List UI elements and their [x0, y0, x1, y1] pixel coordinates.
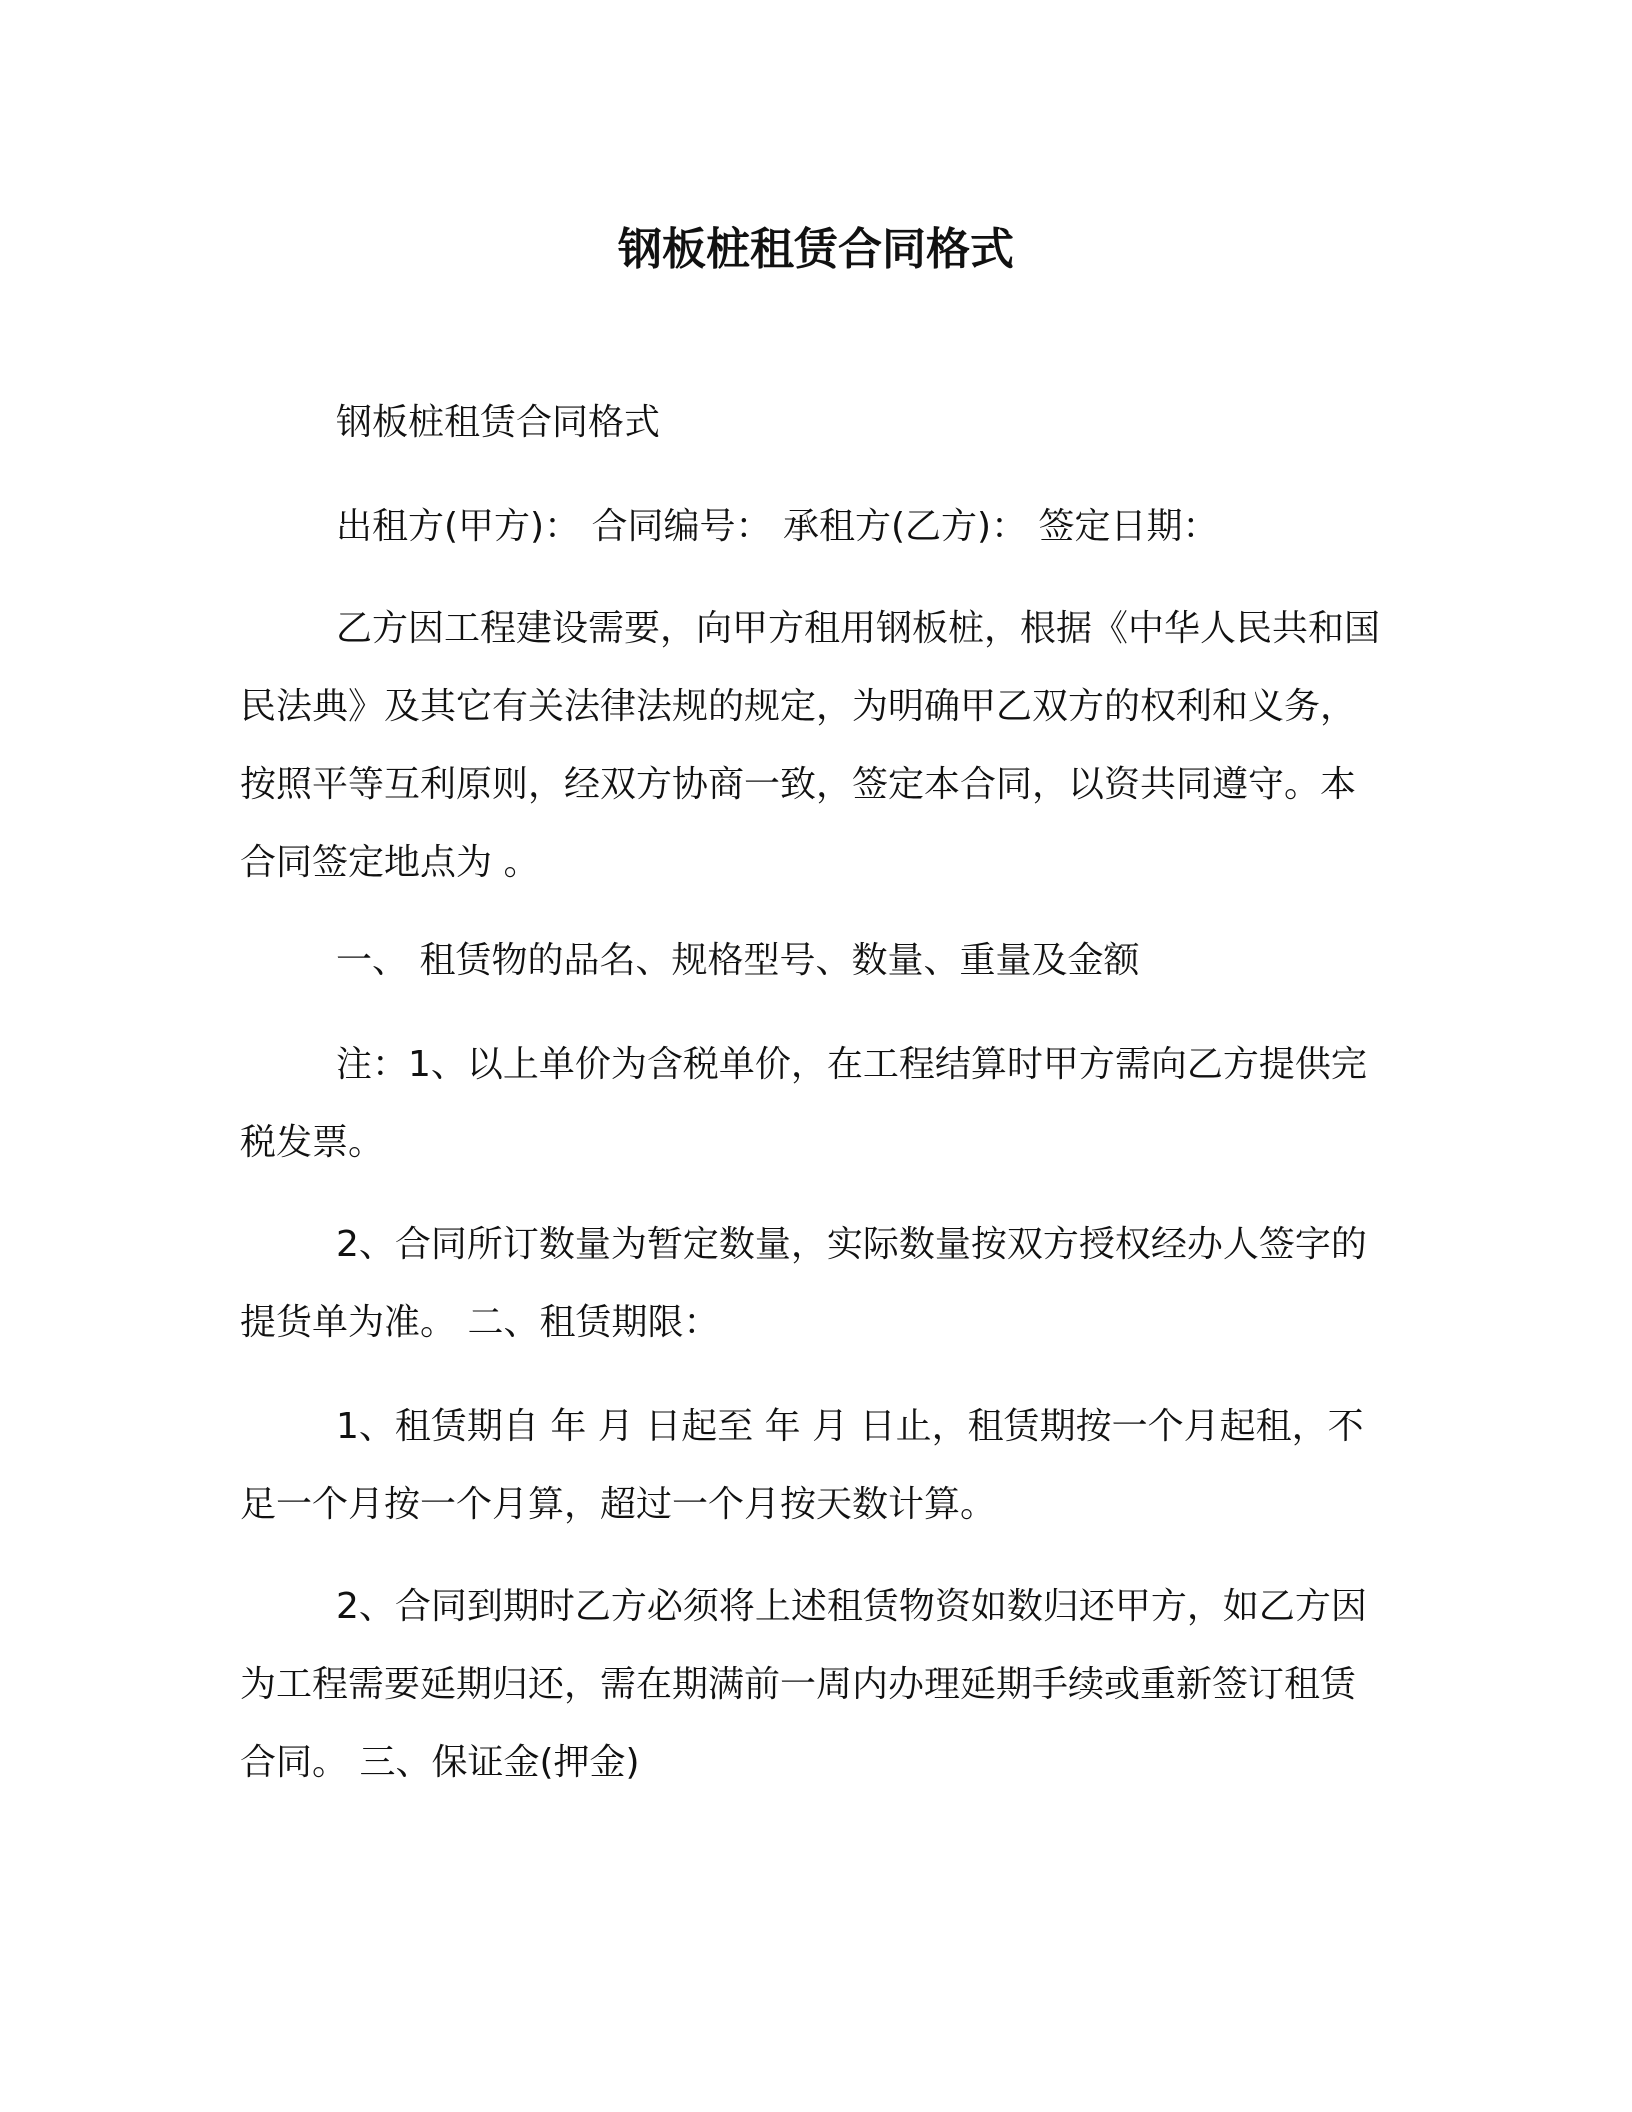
section-heading-1: 一、 租赁物的品名、规格型号、数量、重量及金额 [336, 940, 1140, 981]
parties-line: 出租方(甲方)： 合同编号： 承租方(乙方)： 签定日期： [336, 506, 1219, 547]
document-title: 钢板桩租赁合同格式 [618, 224, 1014, 275]
term-2-paragraph: 2、合同到期时乙方必须将上述租赁物资如数归还甲方，如乙方因为工程需要延期归还，需在期满前一周内办理延期手续或重新签订租赁合同。 三、保证金(押金) [240, 1586, 1367, 1783]
note-1-paragraph: 注：1、以上单价为含税单价，在工程结算时甲方需向乙方提供完税发票。 [240, 1044, 1367, 1163]
term-1-paragraph: 1、租赁期自 年 月 日起至 年 月 日止，租赁期按一个月起租，不足一个月按一个月算，超过一个月按天数计算。 [240, 1406, 1364, 1525]
intro-paragraph: 乙方因工程建设需要，向甲方租用钢板桩，根据《中华人民共和国民法典》及其它有关法律法规的规定，为明确甲乙双方的权利和义务，按照平等互利原则，经双方协商一致，签定本合同，以资共同遵守。本合同签定地点为 。 [240, 608, 1381, 883]
note-2-paragraph: 2、合同所订数量为暂定数量，实际数量按双方授权经办人签字的提货单为准。 二、租赁期限： [240, 1224, 1367, 1343]
document-subtitle: 钢板桩租赁合同格式 [336, 402, 661, 443]
